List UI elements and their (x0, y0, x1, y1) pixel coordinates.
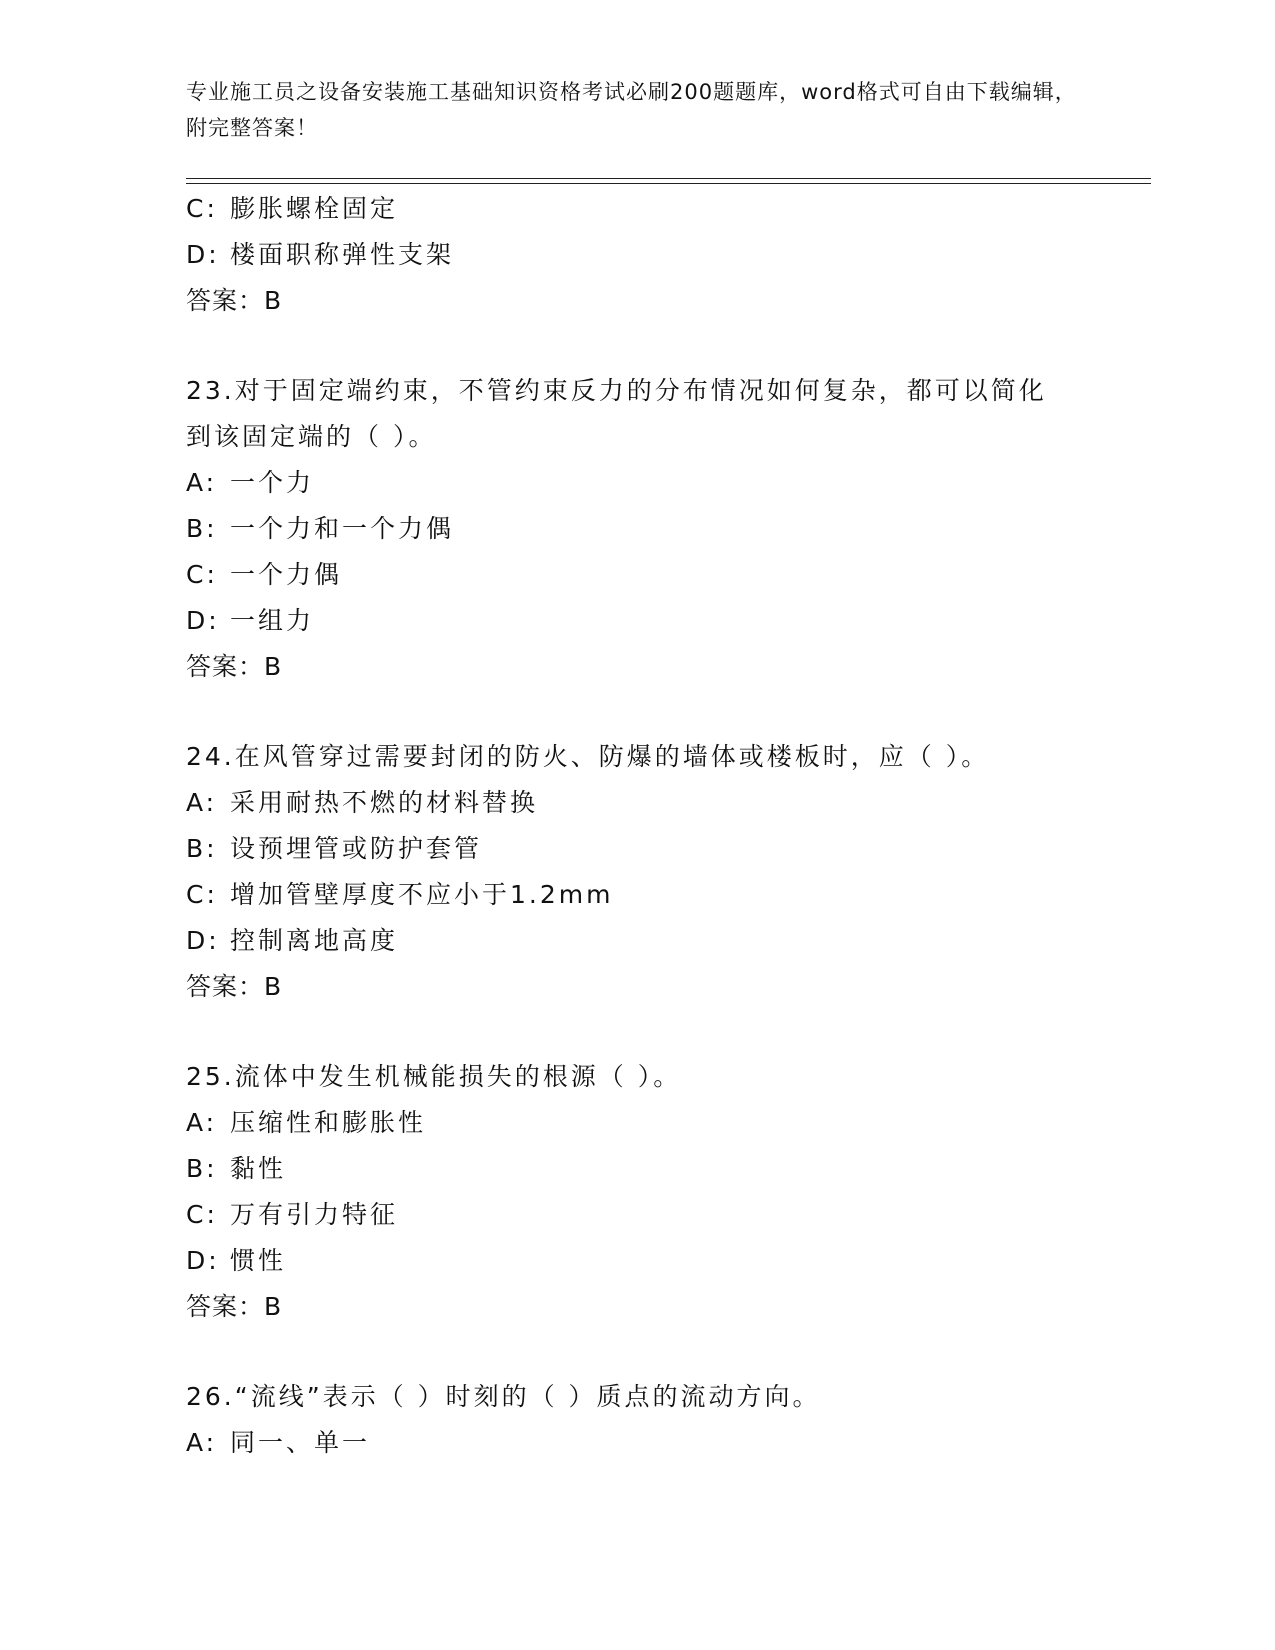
option-text: 一组力 (230, 606, 315, 635)
option-text: 增加管壁厚度不应小于1.2mm (230, 880, 614, 909)
option-d (186, 1238, 1086, 1284)
question-stem-line-2: 到该固定端的（ ）。 (186, 422, 437, 451)
option-a (186, 460, 1086, 506)
option-label: D: (186, 926, 220, 955)
option-text: 采用耐热不燃的材料替换 (230, 788, 539, 817)
option-text: 楼面职称弹性支架 (230, 240, 455, 269)
option-text: 设预埋管或防护套管 (230, 834, 483, 863)
option-a (186, 780, 1086, 826)
option-label: A: (186, 1108, 218, 1137)
option-label: B: (186, 514, 218, 543)
option-text: 压缩性和膨胀性 (230, 1108, 427, 1137)
option-label: B: (186, 834, 218, 863)
page-header (186, 74, 1086, 146)
answer: 答案：B (186, 1292, 283, 1321)
question-25 (186, 1054, 1086, 1330)
question-23 (186, 368, 1086, 690)
option-a (186, 1420, 1086, 1466)
question-stem-line-1: 26.“流线”表示（ ）时刻的（ ）质点的流动方向。 (186, 1382, 821, 1411)
option-d (186, 232, 1086, 278)
option-text: 同一、单一 (230, 1428, 371, 1457)
question-stem-line-1: 23.对于固定端约束，不管约束反力的分布情况如何复杂，都可以简化 (186, 376, 1047, 405)
option-c (186, 1192, 1086, 1238)
option-label: A: (186, 1428, 218, 1457)
header-divider (186, 178, 1151, 184)
option-text: 黏性 (230, 1154, 287, 1183)
option-a (186, 1100, 1086, 1146)
option-label: C: (186, 560, 218, 589)
question-stem-line-1: 24.在风管穿过需要封闭的防火、防爆的墙体或楼板时，应（ ）。 (186, 742, 990, 771)
answer: 答案：B (186, 286, 283, 315)
option-b (186, 1146, 1086, 1192)
option-c (186, 872, 1086, 918)
question-stem-line-1: 25.流体中发生机械能损失的根源（ ）。 (186, 1062, 682, 1091)
option-label: D: (186, 606, 220, 635)
option-text: 一个力 (230, 468, 315, 497)
option-label: A: (186, 788, 218, 817)
option-label: A: (186, 468, 218, 497)
option-text: 一个力偶 (230, 560, 343, 589)
option-label: B: (186, 1154, 218, 1183)
question-24 (186, 734, 1086, 1010)
option-b (186, 506, 1086, 552)
option-label: D: (186, 240, 220, 269)
option-c (186, 552, 1086, 598)
question-26 (186, 1374, 1086, 1466)
option-text: 膨胀螺栓固定 (230, 194, 399, 223)
option-label: C: (186, 194, 218, 223)
document-title: 专业施工员之设备安装施工基础知识资格考试必刷200题题库，word格式可自由下载编辑，附完整答案！ (186, 80, 1077, 140)
option-text: 一个力和一个力偶 (230, 514, 455, 543)
option-c (186, 186, 1086, 232)
option-text: 惯性 (230, 1246, 287, 1275)
document-body (186, 186, 1086, 1466)
option-d (186, 918, 1086, 964)
option-label: C: (186, 1200, 218, 1229)
answer: 答案：B (186, 972, 283, 1001)
answer: 答案：B (186, 652, 283, 681)
option-label: D: (186, 1246, 220, 1275)
option-b (186, 826, 1086, 872)
option-text: 万有引力特征 (230, 1200, 399, 1229)
option-text: 控制离地高度 (230, 926, 399, 955)
option-d (186, 598, 1086, 644)
question-22-continuation (186, 186, 1086, 324)
option-label: C: (186, 880, 218, 909)
